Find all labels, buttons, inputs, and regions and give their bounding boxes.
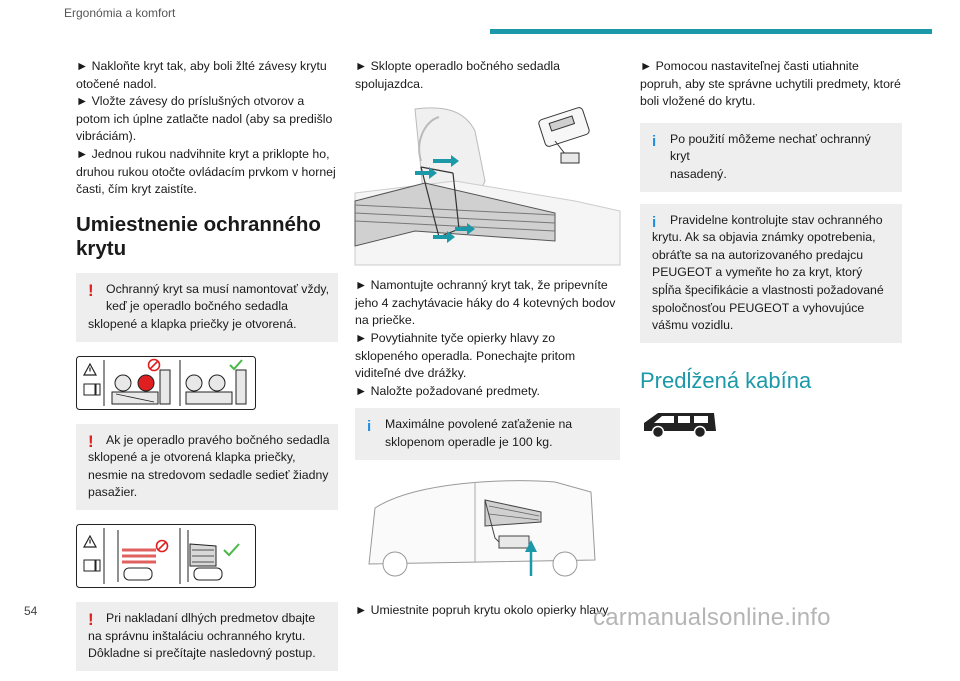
step-text: ► Vložte závesy do príslušných otvorov a potom ich úplne zatlačte nadol (aby sa predišlo vibráciám). [76, 93, 338, 146]
header-accent-bar [490, 29, 932, 34]
warning-exclamation-icon: ! [88, 431, 94, 451]
notice-text: na správnu inštaláciu ochranného krytu. Dôkladne si prečítajte nasledovný postup. [88, 628, 316, 661]
column-2 [355, 58, 620, 619]
cover-installation-illustration-icon [355, 101, 620, 265]
notice-text: Po použití môžeme nechať ochranný kryt [670, 131, 871, 164]
notice-text: Ak je operadlo pravého bočného sedadla [106, 432, 330, 447]
step-text: ► Nakloňte kryt tak, aby boli žlté závesy krytu otočené nadol. [76, 58, 338, 93]
loading-warning-illustration-icon [76, 524, 256, 588]
notice-text: Pravidelne kontrolujte stav ochranného [670, 212, 883, 227]
running-header: Ergonómia a komfort [64, 6, 176, 20]
info-icon: i [652, 132, 657, 150]
section-title: Umiestnenie ochranného krytu [76, 212, 321, 260]
notice-text: sklopené a klapka priečky je otvorená. [88, 316, 297, 331]
figure-seat-warning [76, 356, 256, 410]
column-3 [640, 58, 902, 441]
notice-text: nasadený. [670, 166, 727, 181]
info-notice [640, 123, 902, 192]
warning-notice [76, 273, 338, 342]
notice-text: Maximálne povolené zaťaženie na [385, 417, 573, 432]
notice-text: krytu. Ak sa objavia známky opotrebenia, obráťte sa na autorizovaného predajcu PEUGEOT a vymeňte ho za kryt, ktorý spĺňa špecifikácie a vlastnosti požadované spoločnosťou PEUGEOT a vyhovujúce vášmu vozidlu. [652, 230, 884, 333]
step-text: ► Pomocou nastaviteľnej časti utiahnite popruh, aby ste správne uchytili predmety, ktoré boli vložené do krytu. [640, 58, 902, 111]
warning-notice [76, 602, 338, 671]
notice-text: sklopené a je otvorená klapka priečky, nesmie na stredovom sedadle sedieť žiadny pasažier. [88, 450, 329, 500]
warning-notice [76, 424, 338, 510]
step-text: ► Naložte požadované predmety. [355, 383, 620, 401]
figure-van-silhouette [640, 407, 720, 441]
step-text: ► Jednou rukou nadvihnite kryt a priklopte ho, druhou rukou otočte ovládacím prvkom v hornej časti, čím kryt zaistíte. [76, 146, 338, 199]
seat-warning-illustration-icon [76, 356, 256, 410]
notice-text: sklopenom operadle je 100 kg. [385, 434, 553, 449]
figure-cover-installation [355, 101, 620, 265]
step-text: ► Umiestnite popruh krytu okolo opierky hlavy. [355, 602, 620, 620]
van-silhouette-icon [640, 407, 720, 441]
notice-text: Pri nakladaní dlhých predmetov dbajte [106, 610, 316, 625]
page-number: 54 [24, 604, 38, 618]
step-text: ► Namontujte ochranný kryt tak, že pripevníte jeho 4 zachytávacie háky do 4 kotevných bodov na priečke. [355, 277, 620, 330]
step-text: ► Sklopte operadlo bočného sedadla spolujazdca. [355, 58, 620, 93]
info-icon: i [367, 418, 372, 436]
watermark: carmanualsonline.info [593, 604, 831, 631]
section-title: Predĺžená kabína [640, 367, 812, 393]
info-icon: i [652, 213, 657, 231]
figure-loading-warning [76, 524, 256, 588]
figure-vehicle-load [355, 478, 620, 586]
vehicle-load-illustration-icon [355, 478, 620, 586]
column-1 [76, 58, 338, 681]
notice-text: Ochranný kryt sa musí namontovať vždy, keď je operadlo bočného sedadla [106, 281, 330, 314]
warning-exclamation-icon: ! [88, 609, 94, 629]
warning-exclamation-icon: ! [88, 280, 94, 300]
info-notice [640, 204, 902, 343]
step-text: ► Povytiahnite tyče opierky hlavy zo sklopeného operadla. Ponechajte pritom viditeľné dve drážky. [355, 330, 620, 383]
info-notice [355, 408, 620, 459]
